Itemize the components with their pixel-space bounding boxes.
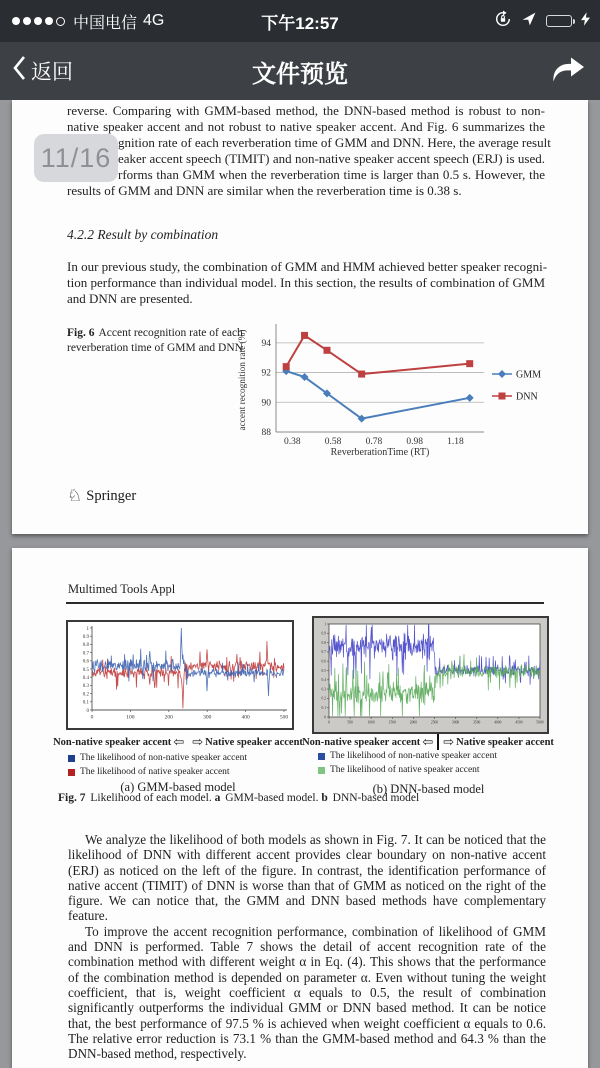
svg-text:200: 200 (164, 714, 173, 721)
header-rule (66, 602, 544, 604)
legend-label: The likelihood of non-native speaker accent (330, 751, 497, 761)
body-text-line: tion performance than individual model. In this section, the results of combination of GMM (67, 275, 545, 290)
journal-header: Multimed Tools Appl (68, 582, 176, 596)
back-button[interactable] (0, 55, 73, 87)
signal-strength-icon (12, 17, 65, 26)
fig7a-accent-axis-labels (53, 734, 303, 750)
paragraph: We analyze the likelihood of both models as shown in Fig. 7. It can be noticed that the likelihood of DNN with different accent provides clear boundary on non-native accent (ERJ) as noticed on the left of the figure. In contrast, the identification performance of native accent (TIMIT) of DNN is worse than that of GMM as noticed on the right of the figure. We can notice that, the GMM and DNN based methods have complementary feature. (68, 832, 546, 924)
svg-text:3000: 3000 (452, 720, 460, 725)
back-button-label: 返回 (31, 61, 73, 84)
fig7b-likelihood-plot (314, 618, 547, 732)
svg-text:1000: 1000 (367, 720, 375, 725)
non-native-accent-label: Non-native speaker accent (53, 736, 172, 748)
svg-text:0.98: 0.98 (406, 437, 423, 447)
section-heading: 4.2.2 Result by combination (67, 227, 219, 242)
body-text-line: results of GMM and DNN are similar when the reverberation time is 0.38 s. (67, 183, 462, 198)
svg-text:500: 500 (347, 720, 353, 725)
svg-text:0.58: 0.58 (324, 437, 342, 447)
publisher-logo (67, 486, 136, 506)
right-arrow-icon: ⇨ (192, 734, 204, 750)
share-forward-icon (548, 73, 586, 90)
svg-text:90: 90 (261, 398, 271, 409)
springer-knight-icon: ♘ (67, 486, 83, 505)
svg-text:0.1: 0.1 (82, 700, 89, 706)
fig6-caption-label: Fig. 6 (67, 327, 95, 339)
blue-square-icon (68, 755, 75, 762)
battery-icon (546, 15, 575, 27)
fig7-caption-label: Fig. 7 (58, 792, 86, 804)
fig6-caption (67, 326, 257, 356)
carrier-label: 中国电信 (73, 14, 138, 32)
svg-text:500: 500 (279, 714, 289, 721)
legend-label: The likelihood of non-native speaker accent (80, 753, 247, 763)
svg-text:0.38: 0.38 (284, 437, 301, 447)
green-square-icon (318, 767, 325, 774)
svg-text:94: 94 (261, 338, 271, 349)
fig7-caption: Fig. 7 Likelihood of each model. a GMM-based model. b DNN-based model (58, 792, 420, 804)
legend-label: The likelihood of native speaker accent (80, 766, 230, 777)
svg-text:0: 0 (328, 720, 330, 725)
fig6-caption-text: Accent recognition rate of each reverberation time of GMM and DNN (67, 327, 243, 354)
fig7a-legend (68, 752, 247, 779)
svg-text:0.2: 0.2 (321, 696, 326, 701)
page-counter-badge: 11/16 (34, 134, 118, 182)
svg-text:0.3: 0.3 (321, 687, 326, 692)
svg-text:1: 1 (324, 622, 326, 627)
network-type-label: 4G (143, 12, 165, 29)
svg-text:92: 92 (261, 368, 271, 379)
native-accent-label: Native speaker accent (205, 736, 303, 748)
status-left (0, 10, 164, 33)
body-text-line: gnition rate of each reverberation time of GMM and DNN. Here, the average result (118, 135, 551, 150)
page-title: 文件预览 (252, 60, 348, 88)
location-icon (521, 11, 537, 32)
svg-text:0.4: 0.4 (321, 678, 326, 683)
fig7b-subcaption: (b) DNN-based model (372, 782, 485, 796)
svg-text:2000: 2000 (409, 720, 417, 725)
svg-text:1.18: 1.18 (447, 437, 464, 447)
red-square-icon (68, 769, 75, 776)
legend-item (68, 766, 247, 780)
svg-text:0: 0 (324, 715, 326, 720)
svg-text:0.7: 0.7 (321, 650, 326, 655)
fig7a-plot-frame (66, 620, 294, 730)
svg-text:0.5: 0.5 (321, 668, 326, 673)
body-text (68, 832, 546, 1061)
svg-text:4500: 4500 (515, 720, 523, 725)
chevron-left-icon (12, 55, 27, 87)
svg-text:4000: 4000 (494, 720, 502, 725)
fig7a-subcaption: (a) GMM-based model (120, 780, 236, 794)
blue-square-icon (318, 753, 325, 760)
svg-text:0.3: 0.3 (82, 684, 89, 690)
legend-item (318, 750, 497, 764)
native-accent-label: Native speaker accent (456, 736, 554, 748)
svg-text:0.1: 0.1 (321, 705, 326, 710)
svg-text:DNN: DNN (516, 391, 538, 403)
clock-label: 下午12:57 (261, 13, 339, 33)
svg-text:0.78: 0.78 (365, 437, 383, 447)
body-text-line: eaker accent speech (TIMIT) and non-native speaker accent speech (ERJ) is used. (118, 151, 545, 166)
body-text-line: native speaker accent and not robust to native speaker accent. And Fig. 6 summarizes the (67, 119, 545, 134)
svg-text:ReverberationTime (RT): ReverberationTime (RT) (330, 447, 430, 458)
svg-text:0.7: 0.7 (82, 651, 89, 657)
svg-text:1: 1 (86, 626, 89, 632)
legend-item (68, 752, 247, 766)
svg-text:0.2: 0.2 (82, 692, 89, 698)
left-arrow-icon: ⇦ (422, 734, 434, 750)
boundary-divider (437, 734, 439, 750)
svg-text:0.5: 0.5 (82, 667, 89, 673)
svg-text:5000: 5000 (536, 720, 544, 725)
svg-text:GMM: GMM (516, 369, 542, 381)
body-text-line: In our previous study, the combination of GMM and HMM achieved better speaker recogni- (67, 259, 548, 274)
svg-text:0: 0 (90, 714, 94, 721)
fig7b-accent-axis-labels (302, 734, 554, 750)
status-bar (0, 0, 600, 42)
svg-text:2500: 2500 (430, 720, 439, 725)
document-viewer[interactable] (0, 100, 600, 1068)
pdf-page-12 (12, 548, 588, 1068)
non-native-accent-label: Non-native speaker accent (302, 736, 421, 748)
body-text-line: rforms than GMM when the reverberation time is larger than 0.5 s. However, the (118, 167, 545, 182)
legend-item (318, 764, 497, 778)
fig7b-legend (318, 750, 497, 777)
svg-text:0.6: 0.6 (82, 659, 89, 665)
share-button[interactable] (548, 54, 586, 86)
fig7b-plot-frame (312, 616, 549, 734)
nav-bar (0, 42, 600, 102)
body-text-line: reverse. Comparing with GMM-based method, the DNN-based method is robust to non- (67, 103, 545, 118)
legend-label: The likelihood of native speaker accent (330, 764, 480, 775)
fig7a-likelihood-plot (68, 622, 292, 728)
svg-text:0.9: 0.9 (321, 631, 326, 636)
paragraph: To improve the accent recognition performance, combination of likelihood of GMM and DNN is performed. Table 7 shows the detail of accent recognition rate of the combination method with different weight α in Eq. (4). This shows that the performance of the combination method is depended on parameter α. Even without tuning the weight coefficient, that is, weight coefficient α equals to 0.5, the result of combination significantly outperforms the individual GMM or DNN based method. It can be notice that, the best performance of 97.5 % is achieved when weight coefficient α equals to 0.6. The relative error reduction is 73.1 % than the GMM-based method and 64.3 % than the DNN-based method, respectively. (68, 923, 546, 1062)
status-right (494, 10, 600, 33)
svg-text:100: 100 (126, 714, 135, 721)
fig6-line-chart (236, 318, 556, 458)
svg-text:88: 88 (261, 428, 271, 438)
svg-text:accent recognition rate (%): accent recognition rate (%) (238, 329, 248, 431)
orientation-lock-icon (494, 10, 512, 33)
left-arrow-icon: ⇦ (173, 734, 185, 750)
svg-text:0.8: 0.8 (321, 640, 326, 645)
svg-text:400: 400 (241, 714, 250, 721)
body-text-line: and DNN are presented. (67, 291, 193, 306)
right-arrow-icon: ⇨ (443, 734, 455, 750)
publisher-name: Springer (86, 487, 137, 504)
svg-text:3500: 3500 (473, 720, 481, 725)
svg-text:1500: 1500 (388, 720, 396, 725)
svg-text:0.6: 0.6 (321, 659, 326, 664)
svg-text:0: 0 (86, 708, 89, 714)
svg-text:300: 300 (203, 714, 212, 721)
svg-text:0.8: 0.8 (82, 643, 89, 649)
svg-text:0.9: 0.9 (82, 634, 89, 640)
charging-bolt-icon (581, 12, 590, 31)
svg-text:0.4: 0.4 (82, 675, 89, 681)
